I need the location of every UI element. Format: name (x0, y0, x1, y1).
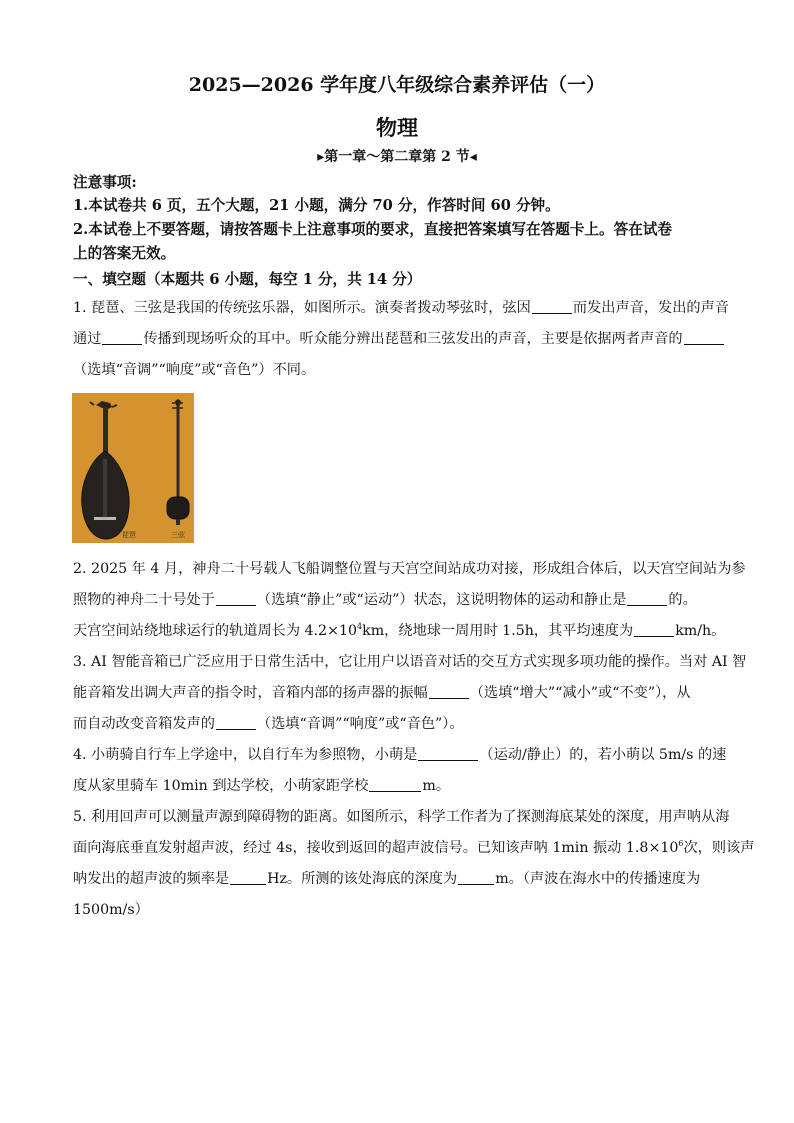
q4-text: 4. 小萌骑自行车上学途中，以自行车为参照物，小萌是 (73, 747, 418, 763)
notes-item-2-line-1: 2.本试卷上不要答题，请按答题卡上注意事项的要求，直接把答案填写在答题卡上。答在试卷 (73, 221, 672, 238)
section-1-heading: 一、填空题（本题共 6 小题，每空 1 分，共 14 分） (73, 271, 422, 288)
q2-text: km，绕地球一周用时 1.5h，其平均速度为 (362, 623, 634, 639)
answer-blank (102, 330, 142, 345)
q5-line-3 (73, 869, 723, 889)
q3-line-2 (73, 683, 723, 703)
q1-text: 通过 (73, 331, 102, 347)
q4-line-2 (73, 776, 723, 796)
pipa-label: 琵琶 (122, 531, 136, 539)
exam-title: 2025—2026 学年度八年级综合素养评估（一） (188, 74, 606, 96)
q3-text: （选填“音调”“响度”或“音色”）。 (256, 716, 464, 732)
notes-item-2-line-2: 上的答案无效。 (73, 245, 176, 262)
answer-blank (458, 870, 494, 885)
q4-text: m。 (422, 778, 451, 794)
notes-heading: 注意事项: (73, 174, 137, 191)
q2-line-2 (73, 590, 723, 610)
answer-blank (418, 746, 478, 761)
q2-line-1: 2. 2025 年 4 月，神舟二十号载人飞船调整位置与天宫空间站成功对接，形成组合体后，以天宫空间站为参 (73, 561, 746, 577)
pipa-sanxian-illustration (72, 393, 194, 543)
q5-line-2 (73, 838, 755, 858)
pipa-icon (82, 401, 129, 539)
q2-exponent: 4 (357, 622, 363, 631)
q2-line-3 (73, 621, 726, 641)
q3-text: 而自动改变音箱发声的 (73, 716, 215, 732)
q2-text: km/h。 (675, 623, 726, 639)
answer-blank (684, 330, 724, 345)
answer-blank (369, 777, 421, 792)
q3-text: 能音箱发出调大声音的指令时，音箱内部的扬声器的振幅 (73, 685, 428, 701)
q5-line-1: 5. 利用回声可以测量声源到障碍物的距离。如图所示，科学工作者为了探测海底某处的深度，用声呐从海 (73, 809, 730, 825)
answer-blank (627, 591, 667, 606)
q1-text: 1. 琵琶、三弦是我国的传统弦乐器，如图所示。演奏者拨动琴弦时，弦因 (73, 300, 531, 316)
answer-blank (216, 715, 256, 730)
q1-line-3: （选填“音调”“响度”或“音色”）不同。 (73, 362, 316, 378)
q5-line-4: 1500m/s） (73, 902, 149, 918)
q5-text: 次，则该声 (683, 840, 755, 856)
q5-text: m。（声波在海水中的传播速度为 (495, 871, 701, 887)
q5-text: 面向海底垂直发射超声波，经过 4s，接收到返回的超声波信号。已知该声呐 1min 振动 1.8×10 (73, 840, 679, 856)
answer-blank (634, 622, 674, 637)
notes-item-1: 1.本试卷共 6 页，五个大题，21 小题，满分 70 分，作答时间 60 分钟。 (73, 197, 560, 214)
q3-text: （选填“增大”“减小”或“不变”），从 (469, 685, 691, 701)
answer-blank (216, 591, 256, 606)
q2-text: 照物的神舟二十号处于 (73, 592, 215, 608)
sanxian-label: 三弦 (171, 531, 185, 539)
q1-text: 而发出声音，发出的声音 (572, 300, 729, 316)
q3-line-1: 3. AI 智能音箱已广泛应用于日常生活中，它让用户以语音对话的交互方式实现多项功能的操作。当对 AI 智 (73, 654, 747, 670)
q2-text: 天宫空间站绕地球运行的轨道周长为 4.2×10 (73, 623, 358, 639)
q4-line-1 (73, 745, 727, 765)
q2-text: 的。 (668, 592, 697, 608)
q3-line-3 (73, 714, 723, 734)
chapter-scope: ▸第一章～第二章第 2 节◂ (317, 149, 477, 165)
q5-text: Hz。所测的该处海底的深度为 (267, 871, 458, 887)
q2-text: （选填“静止”或“运动”）状态，这说明物体的运动和静止是 (256, 592, 627, 608)
q5-exponent: 6 (678, 839, 684, 848)
answer-blank (230, 870, 266, 885)
q4-text: 度从家里骑车 10min 到达学校，小萌家距学校 (73, 778, 369, 794)
q1-line-1 (73, 298, 729, 318)
answer-blank (429, 684, 469, 699)
answer-blank (532, 299, 572, 314)
instrument-figure (72, 393, 194, 543)
sanxian-icon (167, 399, 189, 525)
q1-text: 传播到现场听众的耳中。听众能分辨出琵琶和三弦发出的声音，主要是依据两者声音的 (143, 331, 683, 347)
q1-line-2 (73, 329, 723, 349)
q4-text: （运动/静止）的，若小萌以 5m/s 的速 (479, 747, 727, 763)
subject-title: 物理 (376, 115, 418, 140)
q5-text: 呐发出的超声波的频率是 (73, 871, 230, 887)
